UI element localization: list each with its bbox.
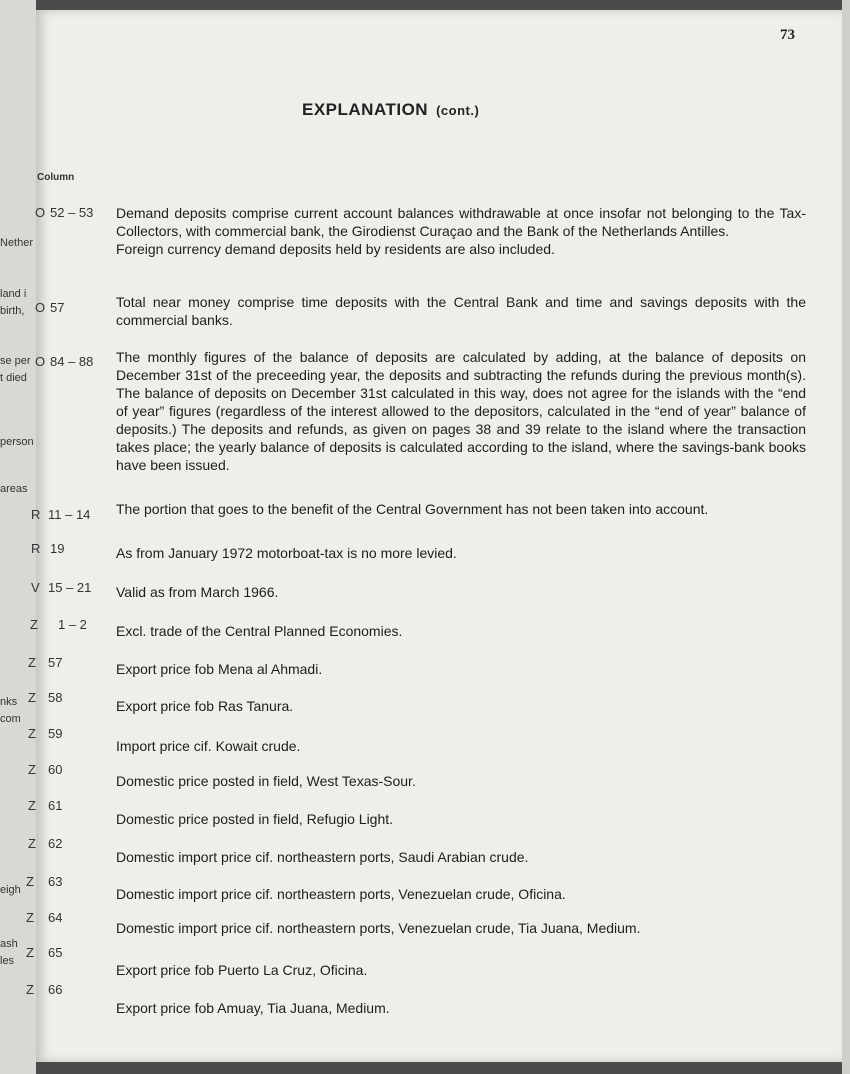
- entry-paragraph: Domestic import price cif. northeastern ports, Saudi Arabian crude.: [116, 849, 529, 865]
- margin-fragment: t died: [0, 372, 27, 384]
- entry-paragraph: Demand deposits comprise current account balances withdrawable at once insofar not belonging to the Tax-Collectors, with commercial bank, the Girodienst Curaçao and the Bank of the Netherlands Antilles.: [116, 205, 806, 239]
- entry-paragraph: Domestic import price cif. northeastern ports, Venezuelan crude, Tia Juana, Medium.: [116, 920, 641, 936]
- entry-columns: 15 – 21: [48, 580, 92, 595]
- entry-letter: R: [31, 507, 41, 522]
- entry-columns: 65: [48, 945, 63, 960]
- entry-paragraph: Total near money comprise time deposits with the Central Bank and time and savings deposits with the commercial banks.: [116, 294, 806, 328]
- entry-paragraph: The monthly figures of the balance of deposits are calculated by adding, at the balance of deposits on December 31st of the preceeding year, the deposits and subtracting the refunds during the previous month(s). The balance of deposits on December 31st calculated in this way, does not agree for the islands with the “end of year” figures (regardless of the interest allowed to the depositors, calculated in the “end of year” balance of deposits.) The deposits and refunds, as given on pages 38 and 39 relate to the island where the transaction takes place; the yearly balance of deposits is calculated according to the island, where the savings-bank books have been issued.: [116, 349, 806, 473]
- page-edge: [842, 0, 850, 1074]
- entry-text: [116, 999, 796, 1017]
- entry-letter: O: [35, 354, 46, 369]
- entry-columns: 59: [48, 726, 63, 741]
- entry-letter: V: [31, 580, 40, 595]
- entry-paragraph: As from January 1972 motorboat-tax is no more levied.: [116, 545, 457, 561]
- entry-paragraph: Valid as from March 1966.: [116, 584, 279, 600]
- margin-fragment: nks: [0, 696, 18, 708]
- entry-letter: Z: [28, 798, 36, 813]
- entry-letter: Z: [26, 945, 34, 960]
- page-number: 73: [780, 27, 795, 43]
- entry-paragraph: Export price fob Amuay, Tia Juana, Medium.: [116, 1000, 390, 1016]
- entry-letter: O: [35, 300, 46, 315]
- entry-text: [116, 885, 796, 903]
- margin-fragment: ash: [0, 938, 18, 950]
- margin-fragment: se per: [0, 355, 31, 367]
- entry-letter: Z: [26, 910, 34, 925]
- entry-text: [116, 737, 796, 755]
- entry-text: [116, 500, 806, 518]
- margin-fragment: Nether: [0, 237, 34, 249]
- entry-columns: 61: [48, 798, 63, 813]
- entry-paragraph: Foreign currency demand deposits held by residents are also included.: [116, 241, 555, 257]
- entry-letter: Z: [30, 617, 38, 632]
- margin-fragment: les: [0, 955, 15, 967]
- entry-paragraph: Import price cif. Kowait crude.: [116, 738, 301, 754]
- entry-columns: 58: [48, 690, 63, 705]
- entry-text: [116, 919, 796, 937]
- entry-text: [116, 848, 796, 866]
- entry-columns: 60: [48, 762, 63, 777]
- entry-text: [116, 293, 806, 329]
- margin-fragment: birth,: [0, 305, 25, 317]
- entry-columns: 19: [50, 541, 65, 556]
- margin-fragment: eigh: [0, 884, 21, 896]
- entry-text: [116, 348, 806, 474]
- entry-columns: 1 – 2: [58, 617, 87, 632]
- title-text: EXPLANATION: [302, 100, 429, 119]
- entry-letter: Z: [26, 874, 34, 889]
- entry-paragraph: Export price fob Mena al Ahmadi.: [116, 661, 323, 677]
- entry-text: [116, 961, 796, 979]
- entry-letter: Z: [28, 762, 36, 777]
- entry-paragraph: Domestic price posted in field, West Texas-Sour.: [116, 773, 416, 789]
- entry-columns: 52 – 53: [50, 205, 94, 220]
- entry-paragraph: Domestic import price cif. northeastern ports, Venezuelan crude, Oficina.: [116, 886, 566, 902]
- entry-columns: 63: [48, 874, 63, 889]
- entry-letter: Z: [28, 690, 36, 705]
- entry-paragraph: The portion that goes to the benefit of the Central Government has not been taken into account.: [116, 501, 709, 517]
- entry-columns: 64: [48, 910, 63, 925]
- entry-text: [116, 544, 796, 562]
- margin-fragment: person: [0, 436, 34, 448]
- margin-fragment: areas: [0, 483, 28, 495]
- entry-paragraph: Excl. trade of the Central Planned Economies.: [116, 623, 403, 639]
- entry-letter: Z: [26, 982, 34, 997]
- entry-text: [116, 622, 796, 640]
- entry-letter: O: [35, 205, 46, 220]
- entry-paragraph: Domestic price posted in field, Refugio Light.: [116, 811, 394, 827]
- entry-columns: 84 – 88: [50, 354, 94, 369]
- margin-fragment: land i: [0, 288, 27, 300]
- entry-text: [116, 772, 796, 790]
- entry-text: [116, 810, 796, 828]
- entry-letter: R: [31, 541, 41, 556]
- entry-letter: Z: [28, 655, 36, 670]
- page-title: [302, 100, 479, 120]
- entry-letter: Z: [28, 836, 36, 851]
- entry-columns: 66: [48, 982, 63, 997]
- entry-letter: Z: [28, 726, 36, 741]
- entry-text: [116, 697, 796, 715]
- column-heading: Column: [37, 172, 75, 183]
- entry-columns: 62: [48, 836, 63, 851]
- entry-columns: 57: [50, 300, 65, 315]
- title-suffix: (cont.): [436, 103, 480, 118]
- entry-text: [116, 583, 796, 601]
- document-page: [36, 10, 842, 1062]
- entry-columns: 57: [48, 655, 63, 670]
- entry-paragraph: Export price fob Puerto La Cruz, Oficina.: [116, 962, 368, 978]
- entry-paragraph: Export price fob Ras Tanura.: [116, 698, 294, 714]
- entry-text: [116, 660, 796, 678]
- entry-columns: 11 – 14: [48, 507, 91, 522]
- margin-fragment: com: [0, 713, 21, 725]
- entry-text: [116, 204, 806, 258]
